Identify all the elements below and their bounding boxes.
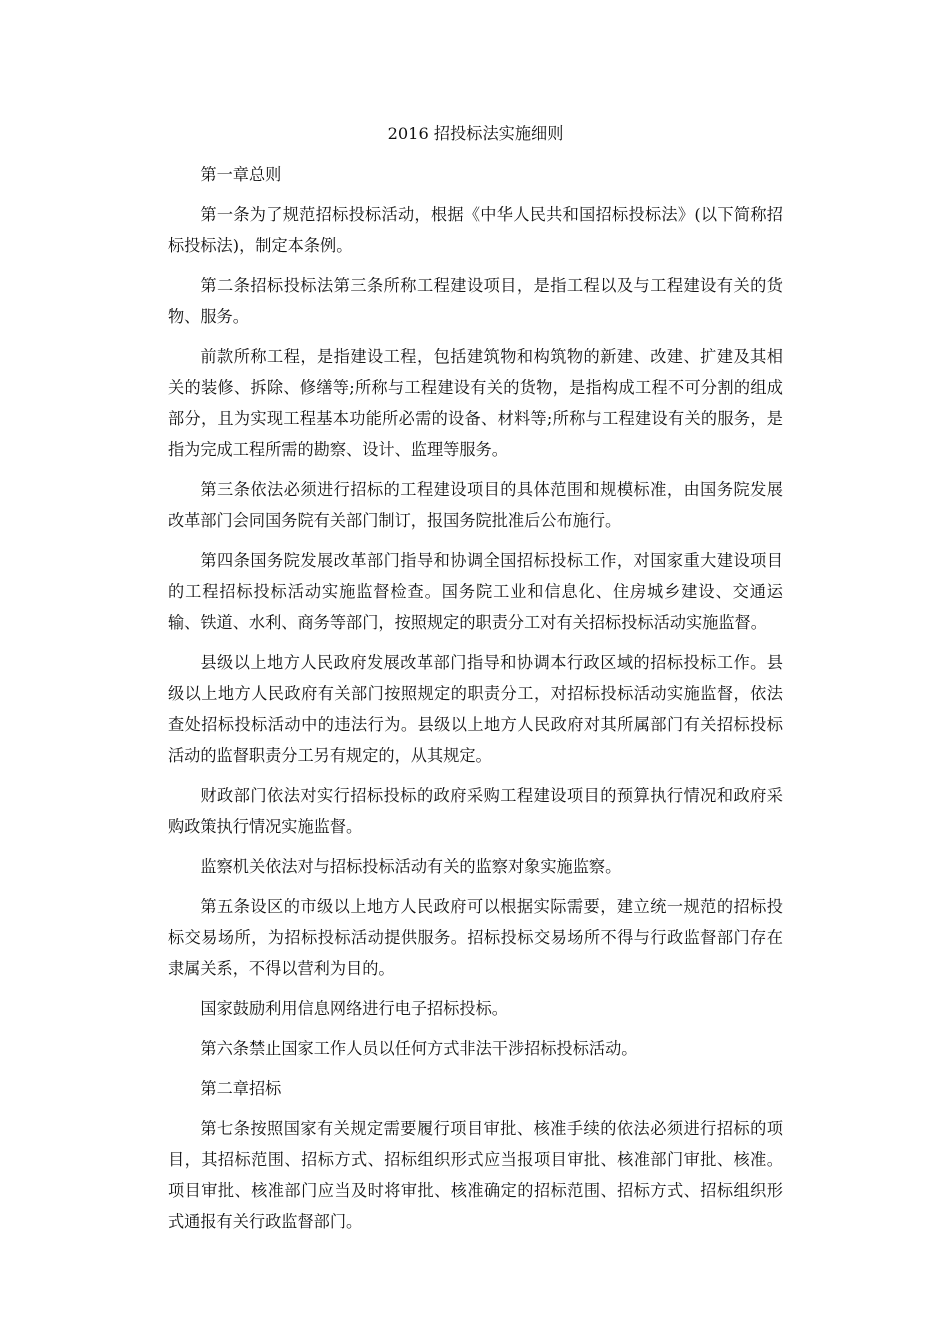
document-title: 2016 招投标法实施细则 [387,124,564,143]
paragraph: 第四条国务院发展改革部门指导和协调全国招标投标工作，对国家重大建设项目的工程招标投标活动实施监督检查。国务院工业和信息化、住房城乡建设、交通运输、铁道、水利、商务等部门，按照规定的职责分工对有关招标投标活动实施监督。 [168,551,783,632]
document-body [168,118,783,1246]
paragraph: 县级以上地方人民政府发展改革部门指导和协调本行政区域的招标投标工作。县级以上地方人民政府有关部门按照规定的职责分工，对招标投标活动实施监督，依法查处招标投标活动中的违法行为。县级以上地方人民政府对其所属部门有关招标投标活动的监督职责分工另有规定的，从其规定。 [168,653,783,765]
paragraph: 前款所称工程，是指建设工程，包括建筑物和构筑物的新建、改建、扩建及其相关的装修、拆除、修缮等;所称与工程建设有关的货物，是指构成工程不可分割的组成部分，且为实现工程基本功能所必需的设备、材料等;所称与工程建设有关的服务，是指为完成工程所需的勘察、设计、监理等服务。 [168,347,783,459]
chapter-heading: 第二章招标 [200,1079,282,1098]
paragraph: 第三条依法必须进行招标的工程建设项目的具体范围和规模标准，由国务院发展改革部门会同国务院有关部门制订，报国务院批准后公布施行。 [168,480,783,530]
chapter-heading: 第一章总则 [200,165,282,184]
paragraph: 财政部门依法对实行招标投标的政府采购工程建设项目的预算执行情况和政府采购政策执行情况实施监督。 [168,786,783,836]
paragraph: 第五条设区的市级以上地方人民政府可以根据实际需要，建立统一规范的招标投标交易场所，为招标投标活动提供服务。招标投标交易场所不得与行政监督部门存在隶属关系，不得以营利为目的。 [168,897,783,978]
paragraph: 国家鼓励利用信息网络进行电子招标投标。 [200,999,508,1018]
paragraph: 第六条禁止国家工作人员以任何方式非法干涉招标投标活动。 [200,1039,638,1058]
paragraph: 监察机关依法对与招标投标活动有关的监察对象实施监察。 [200,857,622,876]
paragraph: 第七条按照国家有关规定需要履行项目审批、核准手续的依法必须进行招标的项目，其招标范围、招标方式、招标组织形式应当报项目审批、核准部门审批、核准。项目审批、核准部门应当及时将审批、核准确定的招标范围、招标方式、招标组织形式通报有关行政监督部门。 [168,1119,783,1231]
paragraph: 第二条招标投标法第三条所称工程建设项目，是指工程以及与工程建设有关的货物、服务。 [168,276,783,326]
paragraph: 第一条为了规范招标投标活动，根据《中华人民共和国招标投标法》(以下简称招标投标法)，制定本条例。 [168,205,783,255]
